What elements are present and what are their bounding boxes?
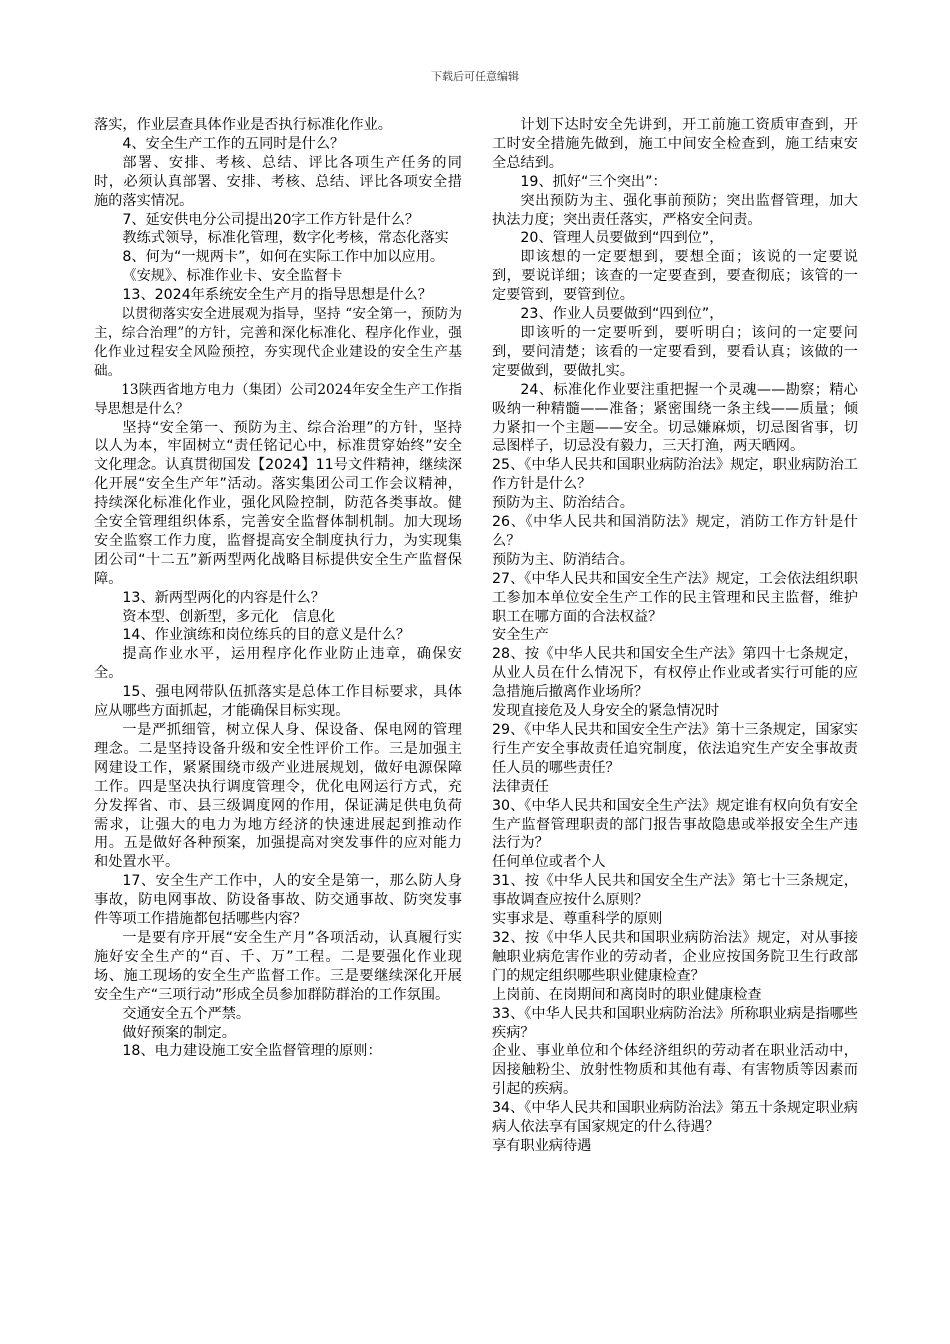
left-paragraph: 13陕西省地方电力（集团）公司2024年安全生产工作指导思想是什么？ xyxy=(94,381,462,417)
right-paragraph: 33、《中华人民共和国职业病防治法》所称职业病是指哪些疾病？ xyxy=(492,1005,858,1041)
right-paragraph: 上岗前、在岗期间和离岗时的职业健康检查 xyxy=(492,986,762,1003)
left-column xyxy=(94,116,462,1061)
right-paragraph: 即该想的一定要想到，要想全面；该说的一定要说到，要说详细；该查的一定要查到，要查彻底；该管的一定要管到，要管到位。 xyxy=(492,249,858,304)
left-paragraph: 部署、安排、考核、总结、评比各项生产任务的同时，必须认真部署、安排、考核、总结、评比各项安全措施的落实情况。 xyxy=(94,154,462,209)
left-paragraph: 一是严抓细管，树立保人身、保设备、保电网的管理理念。二是坚持设备升级和安全性评价工作。三是加强主网建设工作，紧紧围绕市级产业进展规划，做好电源保障工作。四是坚决执行调度管理令，优化电网运行方式，充分发挥省、市、县三级调度网的作用，保证满足供电负荷需求，让强大的电力为地方经济的快速进展起到推动作用。五是做好各种预案，加强提高对突发事件的应对能力和处置水平。 xyxy=(94,722,462,871)
left-paragraph: 15、强电网带队伍抓落实是总体工作目标要求，具体应从哪些方面抓起，才能确保目标实现。 xyxy=(94,684,462,720)
left-paragraph: 落实，作业层查具体作业是否执行标准化作业。 xyxy=(94,117,392,133)
left-paragraph: 提高作业水平，运用程序化作业防止违章，确保安全。 xyxy=(94,646,462,682)
right-paragraph: 20、管理人员要做到“四到位”， xyxy=(520,230,724,247)
left-paragraph: 18、电力建设施工安全监督管理的原则： xyxy=(122,1043,382,1060)
left-paragraph: 坚持“安全第一、预防为主、综合治理”的方针，坚持以人为本，牢固树立“责任铭记心中，标准贯穿始终”安全文化理念。认真贯彻国发【2024】11号文件精神，继续深化开展“安全生产年”活动。落实集团公司工作会议精神，持续深化标准化作业，强化风险控制，防范各类事故。健全安全管理组织体系，完善安全监督体制机制。加大现场安全监察工作力度，监督提高安全制度执行力，为实现集团公司“十二五”新两型两化战略目标提供安全生产监督保障。 xyxy=(94,419,462,587)
right-paragraph: 24、标准化作业要注重把握一个灵魂——勘察；精心吸纳一种精髓——准备；紧密围绕一条主线——质量；倾力紧扣一个主题——安全。切忌嫌麻烦，切忌图省事，切忌图样子，切忌没有毅力，三天打渔，两天晒网。 xyxy=(492,381,858,455)
right-paragraph: 31、按《中华人民共和国安全生产法》第七十三条规定，事故调查应按什么原则？ xyxy=(492,873,858,909)
right-paragraph: 突出预防为主、强化事前预防；突出监督管理，加大执法力度；突出责任落实，严格安全问责。 xyxy=(492,192,858,228)
right-paragraph: 计划下达时安全先讲到，开工前施工资质审查到，开工时安全措施先做到，施工中间安全检查到，施工结束安全总结到。 xyxy=(492,117,858,171)
left-paragraph: 《安规》、标准作业卡、安全监督卡 xyxy=(122,268,343,285)
right-column xyxy=(492,116,858,1156)
left-paragraph: 资本型、创新型，多元化 信息化 xyxy=(122,608,336,625)
right-paragraph: 19、抓好“三个突出”： xyxy=(520,173,667,190)
left-paragraph: 14、作业演练和岗位练兵的目的意义是什么？ xyxy=(122,627,411,644)
left-paragraph: 以贯彻落实安全进展观为指导，坚持 “安全第一，预防为主，综合治理”的方针，完善和深化标准化、程序化作业，强化作业过程安全风险预控，夯实现代企业建设的安全生产基础。 xyxy=(94,306,462,379)
left-paragraph: 一是要有序开展“安全生产月”各项活动，认真履行实施好安全生产的“百、千、万”工程。二是要强化作业现场、施工现场的安全生产监督工作。三是要继续深化开展安全生产“三项行动”形成全员参加群防群治的工作氛围。 xyxy=(94,929,462,1003)
left-paragraph: 8、何为“一规两卡”，如何在实际工作中加以应用。 xyxy=(122,249,445,266)
right-paragraph: 27、《中华人民共和国安全生产法》规定，工会依法组织职工参加本单位安全生产工作的民主管理和民主监督，维护职工在哪方面的合法权益？ xyxy=(492,570,858,625)
right-paragraph: 实事求是、尊重科学的原则 xyxy=(492,911,663,928)
right-paragraph: 发现直接危及人身安全的紧急情况时 xyxy=(492,703,720,720)
right-paragraph: 法律责任 xyxy=(492,778,549,795)
left-paragraph: 17、安全生产工作中，人的安全是第一，那么防人身事故，防电网事故、防设备事故、防交通事故、防突发事件等项工作措施都包括哪些内容？ xyxy=(94,873,462,928)
right-paragraph: 安全生产 xyxy=(492,627,549,644)
right-paragraph: 预防为主、防治结合。 xyxy=(492,495,634,512)
right-paragraph: 企业、事业单位和个体经济组织的劳动者在职业活动中，因接触粉尘、放射性物质和其他有毒、有害物质等因素而引起的疾病。 xyxy=(492,1043,858,1098)
right-paragraph: 28、按《中华人民共和国安全生产法》第四十七条规定，从业人员在什么情况下，有权停止作业或者实行可能的应急措施后撤离作业场所？ xyxy=(492,646,858,701)
left-paragraph: 13、新两型两化的内容是什么？ xyxy=(122,589,325,606)
right-paragraph: 23、作业人员要做到“四到位”， xyxy=(520,306,724,323)
left-paragraph: 13、2024年系统安全生产月的指导思想是什么？ xyxy=(122,287,432,304)
left-paragraph: 交通安全五个严禁。 xyxy=(122,1005,251,1022)
right-paragraph: 26、《中华人民共和国消防法》规定，消防工作方针是什么？ xyxy=(492,514,858,549)
right-paragraph: 即该听的一定要听到，要听明白；该问的一定要问到，要问清楚；该看的一定要看到，要看认真；该做的一定要做到，要做扎实。 xyxy=(492,324,858,379)
right-paragraph: 34、《中华人民共和国职业病防治法》第五十条规定职业病病人依法享有国家规定的什么待遇？ xyxy=(492,1100,858,1136)
right-paragraph: 25、《中华人民共和国职业病防治法》规定，职业病防治工作方针是什么？ xyxy=(492,457,858,493)
right-paragraph: 30、《中华人民共和国安全生产法》规定谁有权向负有安全生产监督管理职责的部门报告事故隐患或举报安全生产违法行为？ xyxy=(492,797,858,852)
right-paragraph: 任何单位或者个人 xyxy=(492,854,606,871)
left-paragraph: 7、延安供电分公司提出20字工作方针是什么？ xyxy=(122,211,420,228)
left-paragraph: 4、安全生产工作的五同时是什么？ xyxy=(122,135,345,152)
right-paragraph: 29、《中华人民共和国安全生产法》第十三条规定，国家实行生产安全事故责任追究制度，依法追究生产安全事故责任人员的哪些责任？ xyxy=(492,722,858,776)
left-paragraph: 做好预案的制定。 xyxy=(122,1024,236,1041)
right-paragraph: 享有职业病待遇 xyxy=(492,1137,592,1154)
page-header: 下载后可任意编辑 xyxy=(431,70,519,83)
right-paragraph: 32、按《中华人民共和国职业病防治法》规定，对从事接触职业病危害作业的劳动者，企业应按国务院卫生行政部门的规定组织哪些职业健康检查？ xyxy=(492,929,858,984)
right-paragraph: 预防为主、防消结合。 xyxy=(492,551,634,568)
left-paragraph: 教练式领导，标准化管理，数字化考核，常态化落实 xyxy=(122,230,449,247)
